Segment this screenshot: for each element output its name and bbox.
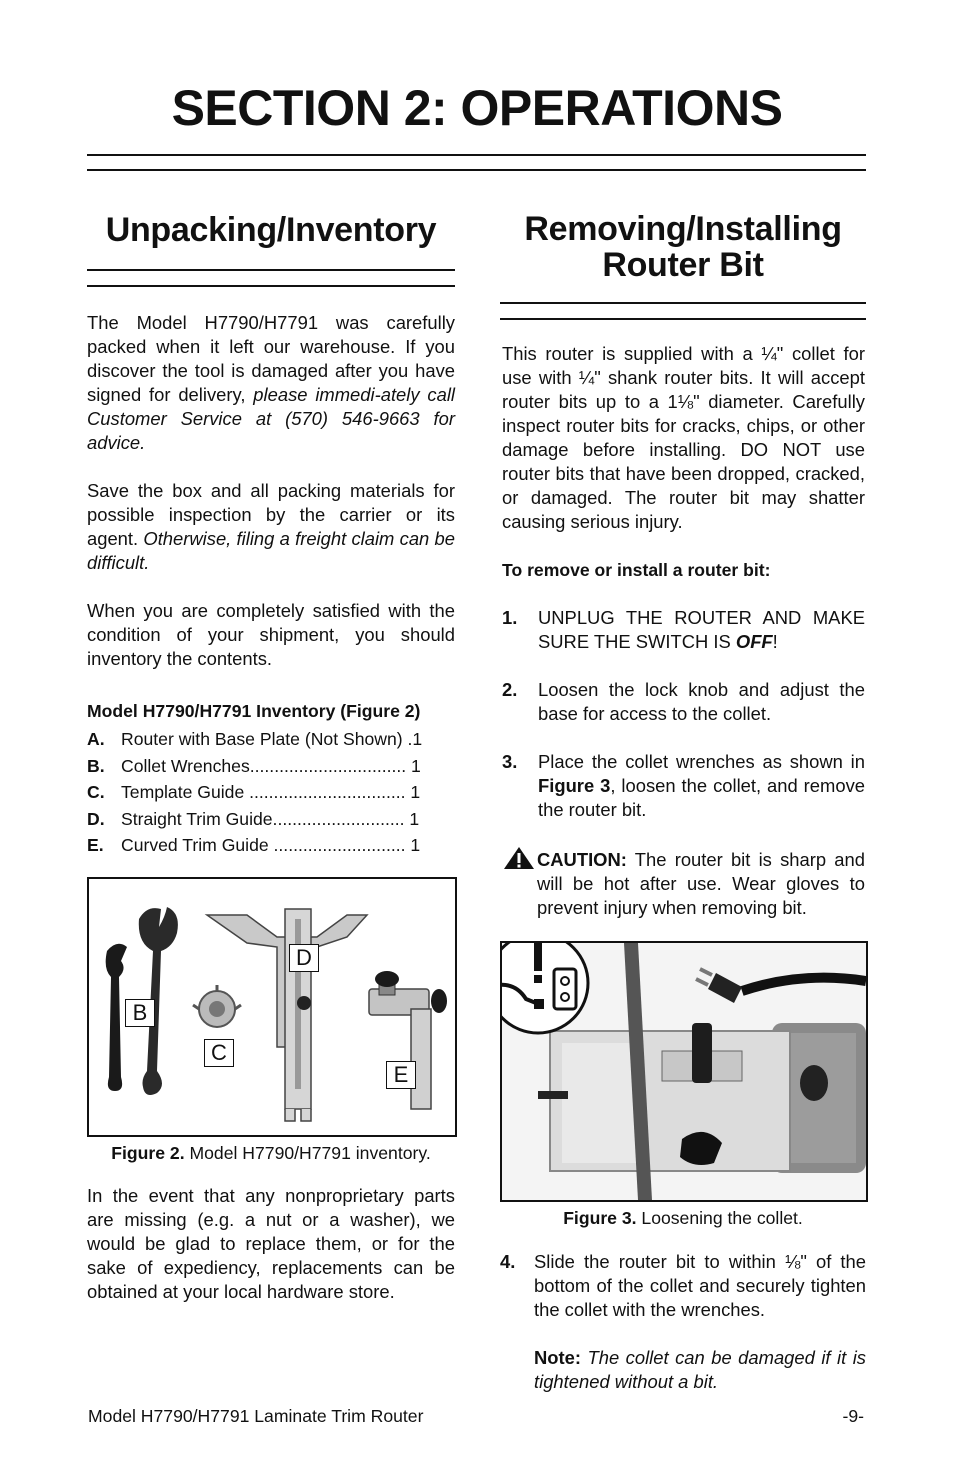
- page-number: -9-: [842, 1406, 864, 1426]
- figure-2-caption: Figure 2. Model H7790/H7791 inventory.: [111, 1143, 431, 1163]
- inventory-list: [87, 700, 455, 859]
- unplug-warning-icon: [500, 941, 592, 1037]
- figure-3-collet-photo: [500, 941, 868, 1202]
- left-heading-rule-top: [87, 269, 455, 271]
- left-heading-rule-bottom: [87, 285, 455, 287]
- note-text: Note: The collet can be damaged if it is tightened without a bit.: [534, 1347, 866, 1392]
- figure-label-b: B: [125, 999, 155, 1027]
- right-heading-rule-bottom: [500, 318, 866, 320]
- inventory-item: E. Curved Trim Guide ........................... 1: [87, 835, 421, 855]
- unpacking-paragraph-1: The Model H7790/H7791 was carefully packed when it left our warehouse. If you discover the tool is damaged after you have signed for delivery, please immedi-ately call Customer Service at (570) 546-9663 for advice.: [87, 312, 455, 453]
- step-4: 4. Slide the router bit to within ⅛" of the bottom of the collet and securely tighten the collet with the wrenches.: [500, 1251, 866, 1320]
- step-4-block: [500, 1250, 866, 1394]
- removing-heading: Removing/Installing Router Bit: [524, 210, 842, 284]
- warning-triangle-icon: [503, 846, 535, 870]
- procedure-steps: [502, 606, 865, 846]
- unpacking-paragraph-3: When you are completely satisfied with the condition of your shipment, you should inventory the contents.: [87, 600, 455, 669]
- step-1: 1. UNPLUG THE ROUTER AND MAKE SURE THE SWITCH IS OFF!: [502, 607, 865, 652]
- step-3: 3. Place the collet wrenches as shown in Figure 3, loosen the collet, and remove the router bit.: [502, 751, 865, 820]
- footer-model: Model H7790/H7791 Laminate Trim Router: [88, 1406, 424, 1426]
- caution-text: CAUTION: The router bit is sharp and will be hot after use. Wear gloves to prevent injury when removing bit.: [537, 849, 865, 918]
- figure-label-d: D: [289, 944, 319, 972]
- figure-label-e: E: [386, 1061, 416, 1089]
- title-rule-bottom: [87, 169, 866, 171]
- section-title: SECTION 2: OPERATIONS: [171, 80, 783, 136]
- figure-label-c: C: [204, 1039, 234, 1067]
- inventory-item: D. Straight Trim Guide........................... 1: [87, 808, 420, 829]
- unpacking-text: [87, 311, 455, 695]
- right-heading-rule-top: [500, 302, 866, 304]
- inventory-heading: Model H7790/H7791 Inventory (Figure 2): [87, 701, 421, 721]
- inventory-item: C. Template Guide ................................ 1: [87, 782, 421, 802]
- router-bit-intro: This router is supplied with a ¼" collet for use with ¼" shank router bits. It will accept router bits up to a 1⅛" diameter. Carefully inspect router bits for cracks, chips, or other damage before installing. DO NOT use router bits that have been dropped, cracked, or damaged. The router bit may shatter causing serious injury.: [502, 343, 865, 532]
- inventory-item: A. Router with Base Plate (Not Shown) .1: [87, 729, 423, 749]
- figure-2-inventory-photo: [87, 877, 457, 1137]
- figure-3-caption: Figure 3. Loosening the collet.: [563, 1208, 803, 1228]
- title-rule-top: [87, 154, 866, 156]
- unpacking-paragraph-2: Save the box and all packing materials for possible inspection by the carrier or its agent. Otherwise, filing a freight claim can be difficult.: [87, 480, 455, 573]
- inventory-item: B. Collet Wrenches................................ 1: [87, 755, 421, 776]
- unpacking-paragraph-4: In the event that any nonproprietary parts are missing (e.g. a nut or a washer), we would be glad to replace them, or for the sake of expediency, replacements can be obtained at your local hardware store.: [87, 1185, 455, 1302]
- step-2: 2. Loosen the lock knob and adjust the base for access to the collet.: [502, 679, 865, 724]
- procedure-heading: To remove or install a router bit:: [502, 560, 771, 580]
- unpacking-heading: Unpacking/Inventory: [105, 211, 437, 249]
